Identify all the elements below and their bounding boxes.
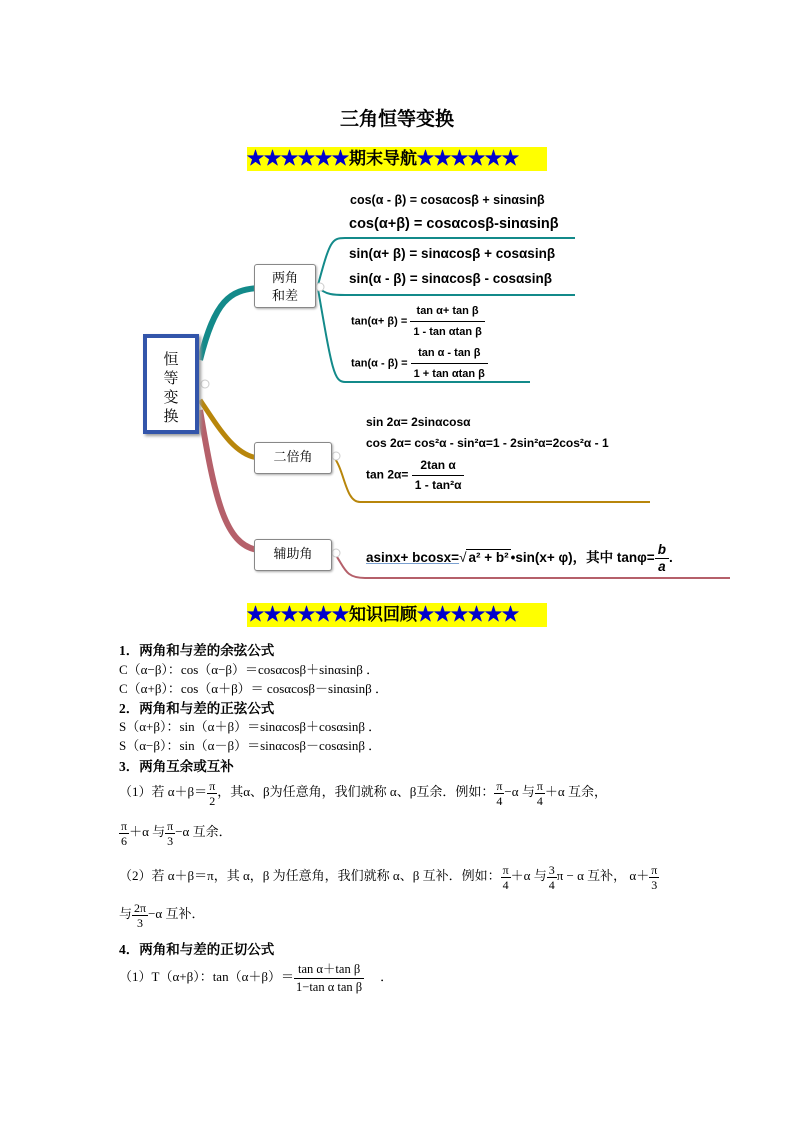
tan-diff-lhs: tan(α - β) = — [351, 357, 408, 370]
numerator: π — [209, 778, 216, 793]
formula-sin-double: sin 2α= 2sinαcosα — [366, 415, 471, 429]
sqrt-symbol: √ — [459, 550, 467, 565]
root-char: 等 — [163, 369, 179, 387]
aux-end: . — [668, 550, 673, 565]
text: （1）T（α+β）：tan（α＋β）＝ — [119, 969, 295, 984]
numerator: π — [651, 862, 658, 877]
tan-diff-numerator: tan α - tan β — [411, 343, 488, 364]
numerator: 2π — [134, 900, 147, 915]
fraction — [294, 961, 364, 996]
fraction — [649, 863, 659, 892]
denominator: 6 — [121, 833, 128, 848]
section-2-title — [119, 697, 274, 717]
denominator: 3 — [137, 915, 144, 930]
formula-tan-sum — [351, 301, 485, 342]
branch-label: 辅助角 — [273, 546, 313, 561]
section-1-line-2: C（α+β）：cos（α＋β）＝ cosαcosβ－sinαsinβ ． — [119, 681, 389, 696]
fraction — [165, 819, 175, 848]
text: ． — [380, 969, 394, 984]
branch-label: 和差 — [271, 288, 298, 303]
fraction — [494, 779, 504, 808]
section-2-line-2: S（α−β）：sin（α－β）＝sinαcosβ－cosαsinβ ． — [119, 738, 382, 753]
denominator: 3 — [651, 877, 658, 892]
tan-double-numerator: 2tan α — [412, 456, 465, 476]
section-1-title — [119, 639, 274, 659]
aux-numerator: b — [655, 542, 669, 559]
section-title-text: 2．两角和与差的正弦公式 — [119, 701, 275, 716]
tan-double-fraction — [412, 456, 465, 495]
mindmap-root — [143, 334, 199, 434]
sqrt-radicand: a² + b² — [468, 550, 509, 565]
fraction — [547, 863, 557, 892]
page-title: 三角恒等变换 — [339, 108, 454, 130]
formula-cos-diff: cos(α - β) = cosαcosβ + sinαsinβ — [350, 193, 545, 207]
formula-sin-diff: sin(α - β) = sinαcosβ - cosαsinβ — [349, 271, 553, 286]
denominator: 3 — [167, 833, 174, 848]
text: （2）若 α＋β＝π，其 α，β 为任意角，我们就称 α、β 互补．例如： — [119, 868, 501, 883]
branch-label: 两角 — [271, 270, 298, 285]
branch-box-sum-diff — [254, 264, 316, 308]
denominator: 4 — [496, 793, 503, 808]
aux-mid: •sin(x+ φ)，其中 tanφ= — [510, 550, 655, 565]
aux-lhs: asinx+ bcosx= — [366, 550, 460, 565]
section-3-para-1 — [119, 776, 607, 808]
text: ＋α 互余， — [544, 784, 607, 799]
stars-left: ★★★★★★ — [247, 149, 349, 169]
section-3-para-4 — [119, 898, 204, 930]
aux-denominator: a — [658, 558, 666, 574]
text: −α 互补． — [148, 906, 205, 921]
formula-tan-double — [366, 456, 464, 495]
aux-fraction — [655, 542, 669, 575]
formula-tan-diff — [351, 343, 488, 384]
denominator: 4 — [548, 877, 555, 892]
tan-diff-denominator: 1 + tan αtan β — [413, 368, 485, 380]
formula-auxiliary-angle — [366, 538, 673, 578]
tan-double-lhs: tan 2α= — [366, 467, 409, 482]
fraction — [132, 901, 148, 930]
branch-label: 二倍角 — [273, 449, 313, 464]
tan-sum-lhs: tan(α+ β) = — [351, 315, 408, 328]
denominator: 4 — [536, 793, 543, 808]
branch-box-auxiliary-angle — [254, 539, 332, 571]
numerator: π — [502, 862, 509, 877]
section-title-text: 4．两角和与差的正切公式 — [119, 942, 275, 957]
numerator: π — [167, 818, 174, 833]
fraction — [207, 779, 217, 808]
denominator: 4 — [502, 877, 509, 892]
formula-cos-sum: cos(α+β) = cosαcosβ-sinαsinβ — [349, 216, 559, 232]
section-title-text: 1．两角和与差的余弦公式 — [119, 643, 275, 658]
numerator: π — [121, 818, 128, 833]
denominator: 1−tan α tan β — [296, 979, 363, 994]
numerator: π — [496, 778, 503, 793]
banner-knowledge-review — [247, 603, 547, 627]
fraction — [501, 863, 511, 892]
banner-text: 知识回顾 — [349, 605, 417, 625]
section-title-text: 3．两角互余或互补 — [119, 759, 234, 774]
text: ，其α、β为任意角，我们就称 α、β互余．例如： — [217, 784, 495, 799]
tan-sum-denominator: 1 - tan αtan β — [413, 326, 482, 338]
root-char: 恒 — [163, 350, 179, 368]
tan-sum-numerator: tan α+ tan β — [410, 301, 484, 322]
section-4-title — [119, 938, 274, 958]
branch-box-double-angle — [254, 442, 332, 474]
text: −α 与 — [504, 784, 535, 799]
section-3-para-3 — [119, 860, 659, 892]
section-3-title — [119, 755, 234, 775]
fraction — [535, 779, 545, 808]
stars-right: ★★★★★★ — [417, 605, 519, 625]
root-char: 变 — [163, 388, 179, 406]
fraction — [119, 819, 129, 848]
text: ＋α 与 — [510, 868, 547, 883]
banner-text: 期末导航 — [349, 149, 417, 169]
stars-left: ★★★★★★ — [247, 605, 349, 625]
text: 与 — [119, 906, 133, 921]
tan-diff-fraction — [411, 343, 488, 384]
denominator: 2 — [209, 793, 216, 808]
tan-sum-fraction — [410, 301, 484, 342]
formula-sin-sum: sin(α+ β) = sinαcosβ + cosαsinβ — [349, 246, 556, 261]
text: ＋α 与 — [129, 824, 166, 839]
section-2-line-1: S（α+β）：sin（α＋β）＝sinαcosβ＋cosαsinβ ． — [119, 719, 382, 734]
tan-double-denominator: 1 - tan²α — [414, 478, 462, 492]
root-char: 换 — [163, 407, 179, 425]
numerator: 3 — [548, 862, 555, 877]
text: −α 互余． — [175, 824, 232, 839]
section-4-line-1 — [119, 957, 393, 997]
numerator: π — [536, 778, 543, 793]
section-3-para-2 — [119, 816, 232, 848]
text: π − α 互补， α＋ — [556, 868, 650, 883]
stars-right: ★★★★★★ — [417, 149, 519, 169]
section-1-line-1: C（α−β）：cos（α−β）＝cosαcosβ＋sinαsinβ ． — [119, 662, 380, 677]
text: （1）若 α＋β＝ — [119, 784, 208, 799]
numerator: tan α＋tan β — [294, 961, 364, 979]
formula-cos-double: cos 2α= cos²α - sin²α=1 - 2sin²α=2cos²α - 1 — [366, 436, 609, 450]
